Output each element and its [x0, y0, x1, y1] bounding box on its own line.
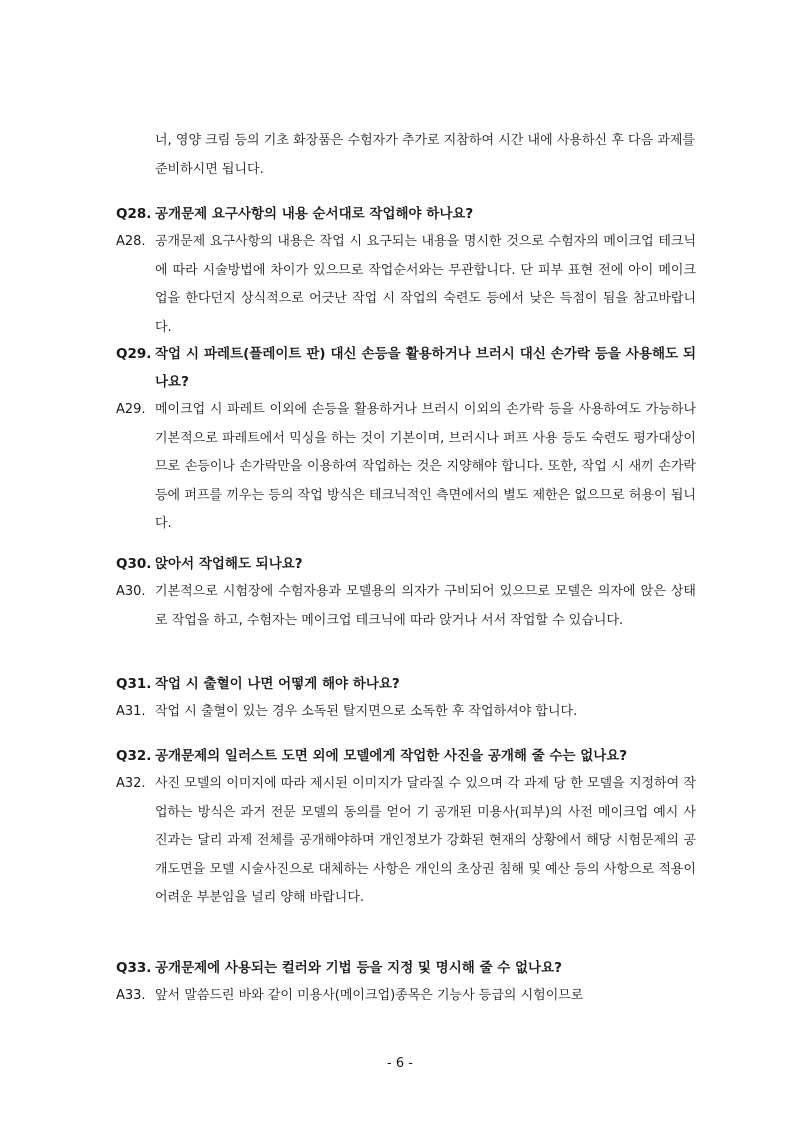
question-text: 작업 시 출혈이 나면 어떻게 해야 하나요? [155, 676, 400, 692]
answer [116, 698, 696, 727]
answer-tag: A32. [116, 776, 146, 791]
answer-tag: A31. [116, 704, 146, 719]
page-number: - 6 - [387, 1056, 413, 1071]
answer-text: 메이크업 시 파레트 이외에 손등을 활용하거나 브러시 이외의 손가락 등을 사용하여도 가능하나 기본적으로 파레트에서 믹싱을 하는 것이 기본이며, 브러시나 퍼프 사용 등도 숙련도 평가대상이므로 손등이나 손가락만을 이용하여 작업하는 것은 지양해야 합니다. 또한, 작업 시 새끼 손가락 등에 퍼프를 끼우는 등의 작업 방식은 테크닉적인 측면에서의 별도 제한은 없으므로 허용이 됩니다. [155, 402, 696, 531]
question [116, 954, 696, 982]
question [116, 200, 696, 228]
answer-text: 사진 모델의 이미지에 따라 제시된 이미지가 달라질 수 있으며 각 과제 당 한 모델을 지정하여 작업하는 방식은 과거 전문 모델의 동의를 얻어 기 공개된 미용사(피부)의 사전 메이크업 예시 사진과는 달리 과제 전체를 공개해야하며 개인정보가 강화된 현재의 상황에서 해당 시험문제의 공개도면을 모델 시술사진으로 대체하는 사항은 개인의 초상권 침해 및 예산 등의 사항으로 적용이 어려운 부분임을 널리 양해 바랍니다. [155, 776, 696, 905]
qa-item-30 [0, 550, 800, 635]
question [116, 742, 696, 770]
answer [116, 982, 696, 1011]
question-tag: Q28. [116, 206, 152, 222]
intro-text: 너, 영양 크림 등의 기초 화장품은 수험자가 추가로 지참하여 시간 내에 사용하신 후 다음 과제를 준비하시면 됩니다. [155, 133, 695, 177]
question-text: 공개문제 요구사항의 내용 순서대로 작업해야 하나요? [155, 206, 474, 222]
question-tag: Q33. [116, 960, 152, 976]
question-tag: Q30. [116, 556, 152, 572]
intro-continuation [0, 127, 800, 184]
question-text: 공개문제의 일러스트 도면 외에 모델에게 작업한 사진을 공개해 줄 수는 없나요? [155, 748, 628, 764]
question-tag: Q31. [116, 676, 152, 692]
qa-item-31 [0, 670, 800, 727]
answer-tag: A29. [116, 402, 146, 417]
question [116, 550, 696, 578]
answer-tag: A33. [116, 988, 146, 1003]
answer-text: 작업 시 출혈이 있는 경우 소독된 탈지면으로 소독한 후 작업하셔야 합니다. [155, 704, 578, 719]
answer-text: 기본적으로 시험장에 수험자용과 모델용의 의자가 구비되어 있으므로 모델은 의자에 앉은 상태로 작업을 하고, 수험자는 메이크업 테크닉에 따라 앉거나 서서 작업할 수 있습니다. [155, 584, 696, 628]
question-text: 공개문제에 사용되는 컬러와 기법 등을 지정 및 명시해 줄 수 없나요? [155, 960, 562, 976]
answer [116, 396, 696, 539]
qa-item-29 [0, 340, 800, 539]
qa-item-28 [0, 200, 800, 342]
answer-tag: A28. [116, 234, 146, 249]
question [116, 340, 696, 396]
answer [116, 228, 696, 342]
question-tag: Q32. [116, 748, 152, 764]
answer-text: 공개문제 요구사항의 내용은 작업 시 요구되는 내용을 명시한 것으로 수험자의 메이크업 테크닉에 따라 시술방법에 차이가 있으므로 작업순서와는 무관합니다. 단 피부 표현 전에 아이 메이크업을 한다던지 상식적으로 어긋난 작업 시 작업의 숙련도 등에서 낮은 득점이 됨을 참고바랍니다. [155, 234, 696, 335]
answer [116, 578, 696, 635]
question-tag: Q29. [116, 346, 152, 362]
answer-text: 앞서 말씀드린 바와 같이 미용사(메이크업)종목은 기능사 등급의 시험이므로 [155, 988, 584, 1003]
question-text: 작업 시 파레트(플레이트 판) 대신 손등을 활용하거나 브러시 대신 손가락 등을 사용해도 되나요? [155, 346, 696, 390]
qa-item-33 [0, 954, 800, 1011]
answer [116, 770, 696, 913]
question [116, 670, 696, 698]
answer-tag: A30. [116, 584, 146, 599]
question-text: 앉아서 작업해도 되나요? [155, 556, 303, 572]
qa-item-32 [0, 742, 800, 913]
